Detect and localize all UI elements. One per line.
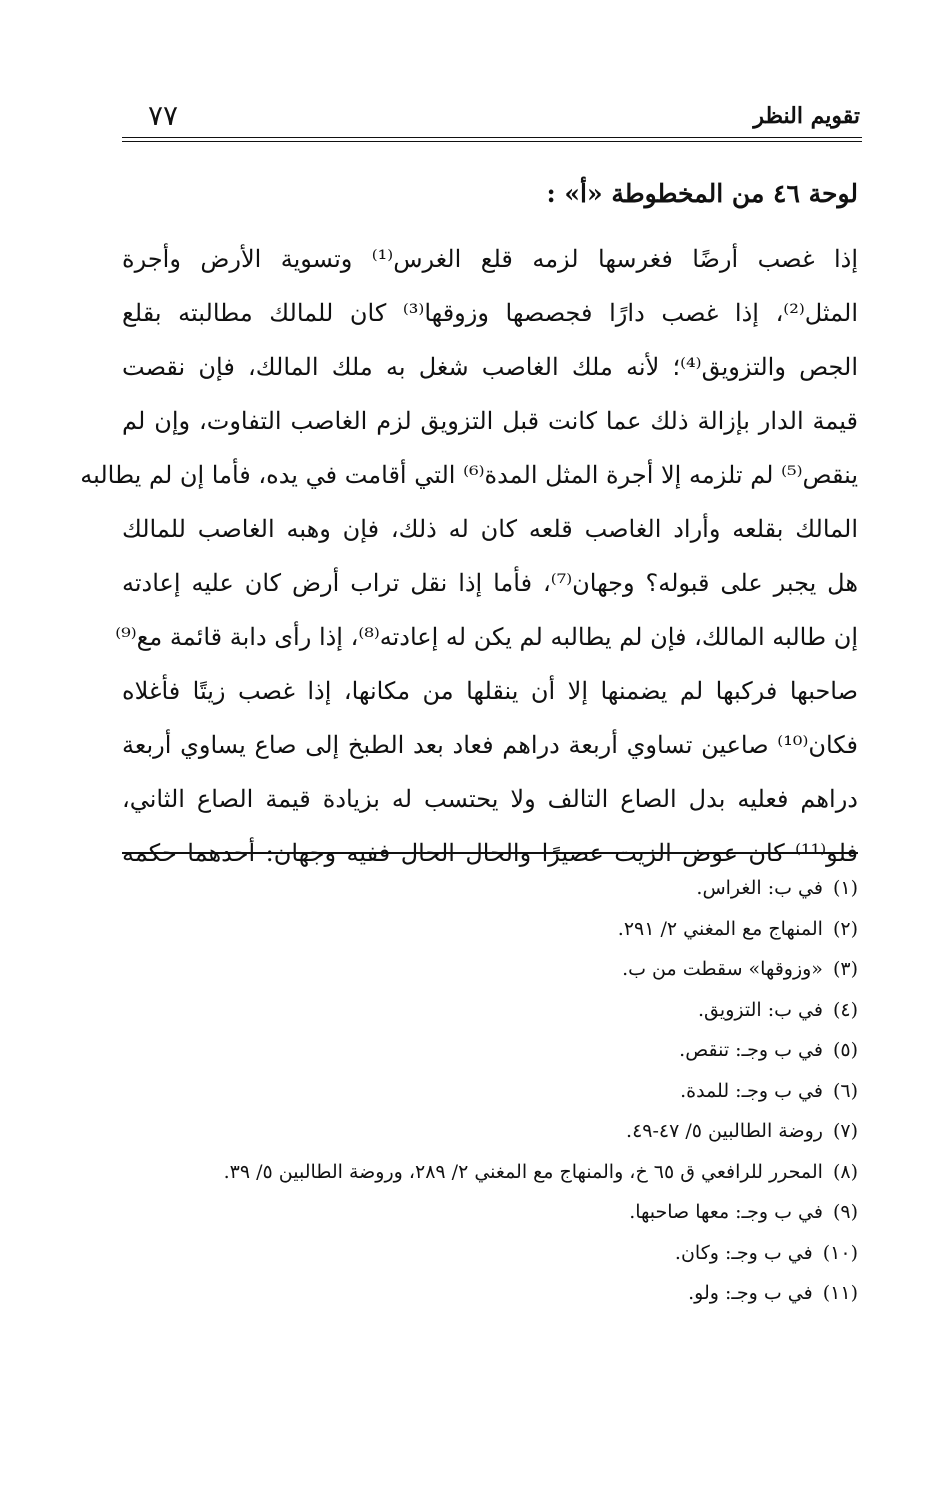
page-header xyxy=(120,98,860,134)
footnote xyxy=(110,1111,858,1152)
footnote-number: (٩) xyxy=(832,1201,858,1223)
footnotes xyxy=(110,868,858,1314)
body-line: الجص والتزويق⁽⁴⁾؛ لأنه ملك الغاصب شغل به ملك المالك، فإن نقصت xyxy=(122,353,858,381)
footnote-text: روضة الطالبين ٥/ ٤٧-٤٩. xyxy=(626,1120,823,1142)
footnote-number: (٣) xyxy=(832,958,858,980)
body-line: صاحبها فركبها لم يضمنها إلا أن ينقلها من مكانها، إذا غصب زيتًا فأغلاه xyxy=(122,677,858,705)
footnote xyxy=(110,1071,858,1112)
footnote-text: في ب وجـ: وكان. xyxy=(674,1241,813,1264)
footnote-text: في ب وجـ: تنقص. xyxy=(679,1039,823,1061)
body-line: إذا غصب أرضًا فغرسها لزمه قلع الغرس⁽¹⁾ وتسوية الأرض وأجرة xyxy=(122,245,858,273)
footnote xyxy=(110,990,858,1031)
footnote xyxy=(110,1273,858,1314)
body-line: فلو⁽¹¹⁾ كان عوض الزيت عصيرًا والحال الحال ففيه وجهان: أحدهما حكمه xyxy=(122,839,858,867)
footnote-number: (٦) xyxy=(832,1079,858,1102)
body-line: المثل⁽²⁾، إذا غصب دارًا فجصصها وزوقها⁽³⁾ كان للمالك مطالبته بقلع xyxy=(122,299,859,327)
footnote-text: في ب وجـ: معها صاحبها. xyxy=(629,1201,823,1223)
footnote xyxy=(110,1152,858,1193)
body-text xyxy=(80,232,859,880)
footnote-text: في ب وجـ: للمدة. xyxy=(680,1079,823,1102)
footnote-number: (٨) xyxy=(832,1160,858,1183)
footnote-text: في ب: الغراس. xyxy=(696,877,823,899)
body-line: فكان⁽¹⁰⁾ صاعين تساوي أربعة دراهم فعاد بعد الطبخ إلى صاع يساوي أربعة xyxy=(122,731,858,759)
footnote-number: (٢) xyxy=(832,917,858,940)
footnote-number: (٥) xyxy=(832,1039,858,1061)
header-rule-thin xyxy=(122,141,862,142)
footnote xyxy=(110,868,858,909)
section-heading: لوحة ٤٦ من المخطوطة «أ» : xyxy=(546,179,858,208)
header-rule xyxy=(122,137,862,138)
body-line: المالك بقلعه وأراد الغاصب قلعه كان له ذلك، فإن وهبه الغاصب للمالك xyxy=(122,515,858,543)
footnote xyxy=(110,909,858,950)
footnote-number: (٧) xyxy=(832,1120,858,1142)
body-line: قيمة الدار بإزالة ذلك عما كانت قبل التزويق لزم الغاصب التفاوت، وإن لم xyxy=(122,407,858,435)
footnote-text: المنهاج مع المغني ٢/ ٢٩١. xyxy=(617,917,823,940)
footnote xyxy=(110,1192,858,1233)
footnote xyxy=(110,1233,858,1274)
footnote-text: في ب وجـ: ولو. xyxy=(688,1282,813,1304)
footnote-number: (١) xyxy=(832,877,858,899)
body-line: ينقص⁽⁵⁾ لم تلزمه إلا أجرة المثل المدة⁽⁶⁾ التي أقامت في يده، فأما إن لم يطالبه xyxy=(80,461,858,489)
footnote-rule xyxy=(122,852,858,854)
footnote-text: المحرر للرافعي ق ٦٥ خ، والمنهاج مع المغني ٢/ ٢٨٩، وروضة الطالبين ٥/ ٣٩. xyxy=(223,1160,823,1183)
footnote-text: «وزوقها» سقطت من ب. xyxy=(622,958,823,980)
body-line: إن طالبه المالك، فإن لم يطالبه لم يكن له إعادته⁽⁸⁾، إذا رأى دابة قائمة مع⁽⁹⁾ xyxy=(115,623,858,651)
body-line: دراهم فعليه بدل الصاع التالف ولا يحتسب له بزيادة قيمة الصاع الثاني، xyxy=(122,785,858,813)
footnote-number: (١١) xyxy=(822,1282,858,1304)
page-number: ٧٧ xyxy=(148,99,179,132)
footnote-text: في ب: التزويق. xyxy=(698,998,823,1021)
running-head: تقويم النظر xyxy=(753,103,860,129)
footnote xyxy=(110,1030,858,1071)
body-line: هل يجبر على قبوله؟ وجهان⁽⁷⁾، فأما إذا نقل تراب أرض كان عليه إعادته xyxy=(122,569,858,597)
footnote xyxy=(110,949,858,990)
footnote-number: (٤) xyxy=(832,998,858,1021)
footnote-number: (١٠) xyxy=(822,1241,858,1264)
